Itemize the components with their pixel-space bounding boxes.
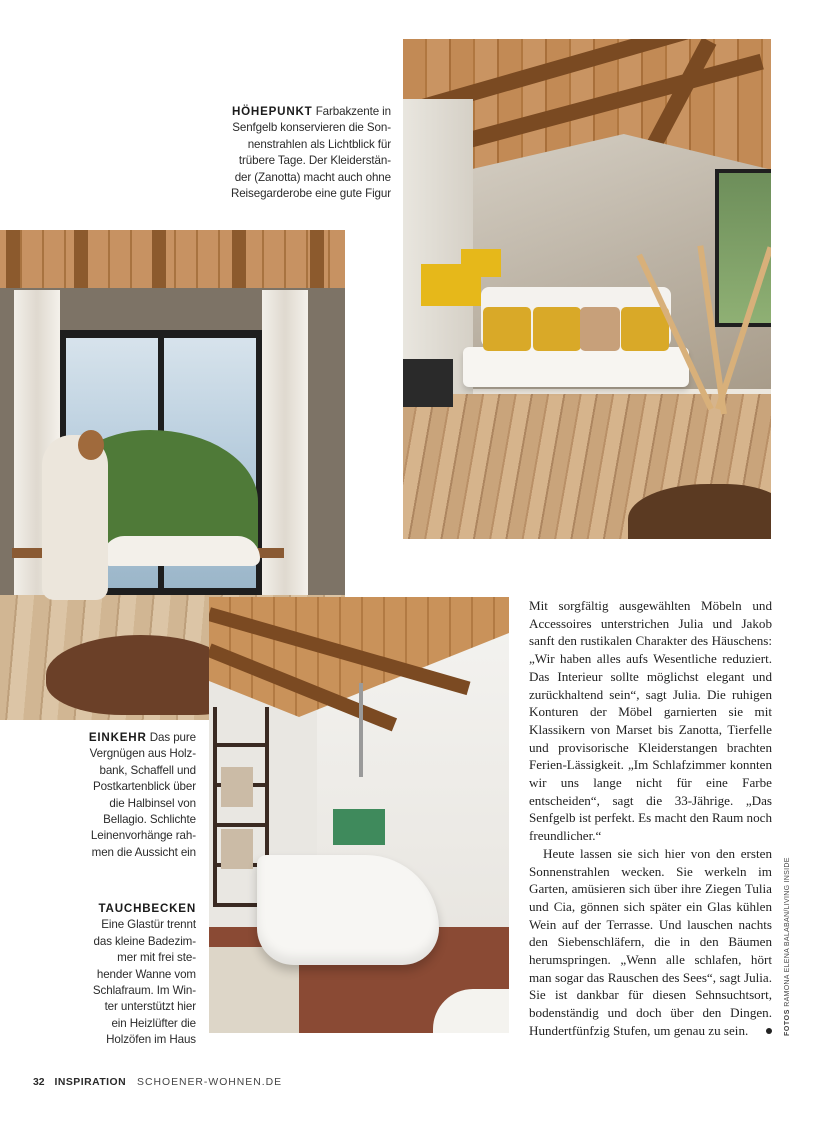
- caption-line: bank, Schaffell und: [99, 763, 196, 777]
- end-of-article-dot-icon: [766, 1028, 772, 1034]
- caption-line: Reisegarderobe eine gute Figur: [230, 187, 391, 201]
- section-name: INSPIRATION: [54, 1077, 127, 1088]
- caption-einkehr: [89, 730, 196, 861]
- caption-line: Das pure: [149, 731, 196, 744]
- page-footer: [33, 1077, 282, 1088]
- caption-keyword: HÖHEPUNKT: [231, 105, 313, 118]
- caption-line: das kleine Badezim-: [93, 934, 196, 948]
- caption-line: Farbakzente in: [315, 105, 391, 118]
- bathroom-photo: [209, 597, 509, 1033]
- caption-line: der (Zanotta) macht auch ohne: [234, 170, 391, 184]
- caption-line: Holzöfen im Haus: [106, 1033, 196, 1047]
- body-paragraph-text: Heute lassen sie sich hier von den ersten Sonnenstrahlen wecken. Sie werkeln im Garten, amüsieren sich über ihre Ziegen Tulia und Cia, gönnen sich später ein Glas kühlen Wein auf der Terrasse. Und lauschen nachts den Siebenschläfern, die in den Bäumen herumspringen. „Wenn alle schlafen, hört man sogar das Rauschen des Sees“, sagt Julia. Sie ist dankbar für diesen Sehnsuchtsort, bodenständig und doch über den Dingen. Hundertfünfzig Stufen, um genau zu sein.: [529, 845, 772, 1038]
- caption-line: ter unterstützt hier: [104, 1000, 196, 1014]
- caption-hoehepunkt: [231, 104, 391, 202]
- caption-line: hender Wanne vom: [96, 967, 196, 981]
- living-room-photo: [403, 39, 771, 539]
- photo-credit: [784, 856, 796, 1036]
- photo-credit-text: RAMONA ELENA BALABAN/LIVING INSIDE: [784, 857, 791, 1007]
- caption-line: Vergnügen aus Holz-: [89, 747, 196, 761]
- body-paragraph: Mit sorgfältig ausgewählten Möbeln und Accessoires unterstrichen Julia und Jakob sanft den rustikalen Charakter des Häuschens: „Wir haben alles aufs Wesentliche reduziert. Das Interieur sollte möglichst elegant und zurückhaltend sein“, sagt Julia. Die ruhigen Konturen der Möbel garnierten sie mit Klassikern von Marset bis Zanotta, Tierfelle und provisorische Kleiderstangen brachten Ferien-Lässigkeit. „Im Schlafzimmer konnten wir uns lange nicht für eine Farbe entscheiden“, sagt die 33-Jährige. „Das Senfgelb ist perfekt. Es macht den Raum noch freundlicher.“: [529, 598, 772, 844]
- caption-line: mer mit frei ste-: [117, 951, 196, 965]
- page-number: 32: [33, 1077, 45, 1088]
- caption-keyword: TAUCHBECKEN: [98, 902, 196, 915]
- caption-line: Leinenvorhänge rah-: [90, 829, 196, 843]
- caption-line: Senfgelb konservieren die Son-: [232, 121, 391, 135]
- caption-line: men die Aussicht ein: [91, 845, 196, 859]
- caption-line: die Halbinsel von: [109, 796, 196, 810]
- caption-line: Bellagio. Schlichte: [103, 813, 196, 827]
- caption-line: ein Heizlüfter die: [111, 1016, 196, 1030]
- website-link[interactable]: SCHOENER-WOHNEN.DE: [137, 1077, 283, 1088]
- body-paragraph: [529, 845, 772, 1040]
- caption-line: trübere Tage. Der Kleiderstän-: [238, 154, 391, 168]
- photo-credit-label: FOTOS: [784, 1009, 791, 1036]
- caption-line: nenstrahlen als Lichtblick für: [247, 137, 391, 151]
- caption-line: Postkartenblick über: [92, 780, 196, 794]
- caption-tauchbecken: [93, 901, 196, 1049]
- caption-keyword: EINKEHR: [88, 731, 147, 744]
- caption-line: Eine Glastür trennt: [101, 918, 196, 932]
- caption-line: Schlafraum. Im Win-: [92, 984, 196, 998]
- article-body: [529, 597, 772, 1040]
